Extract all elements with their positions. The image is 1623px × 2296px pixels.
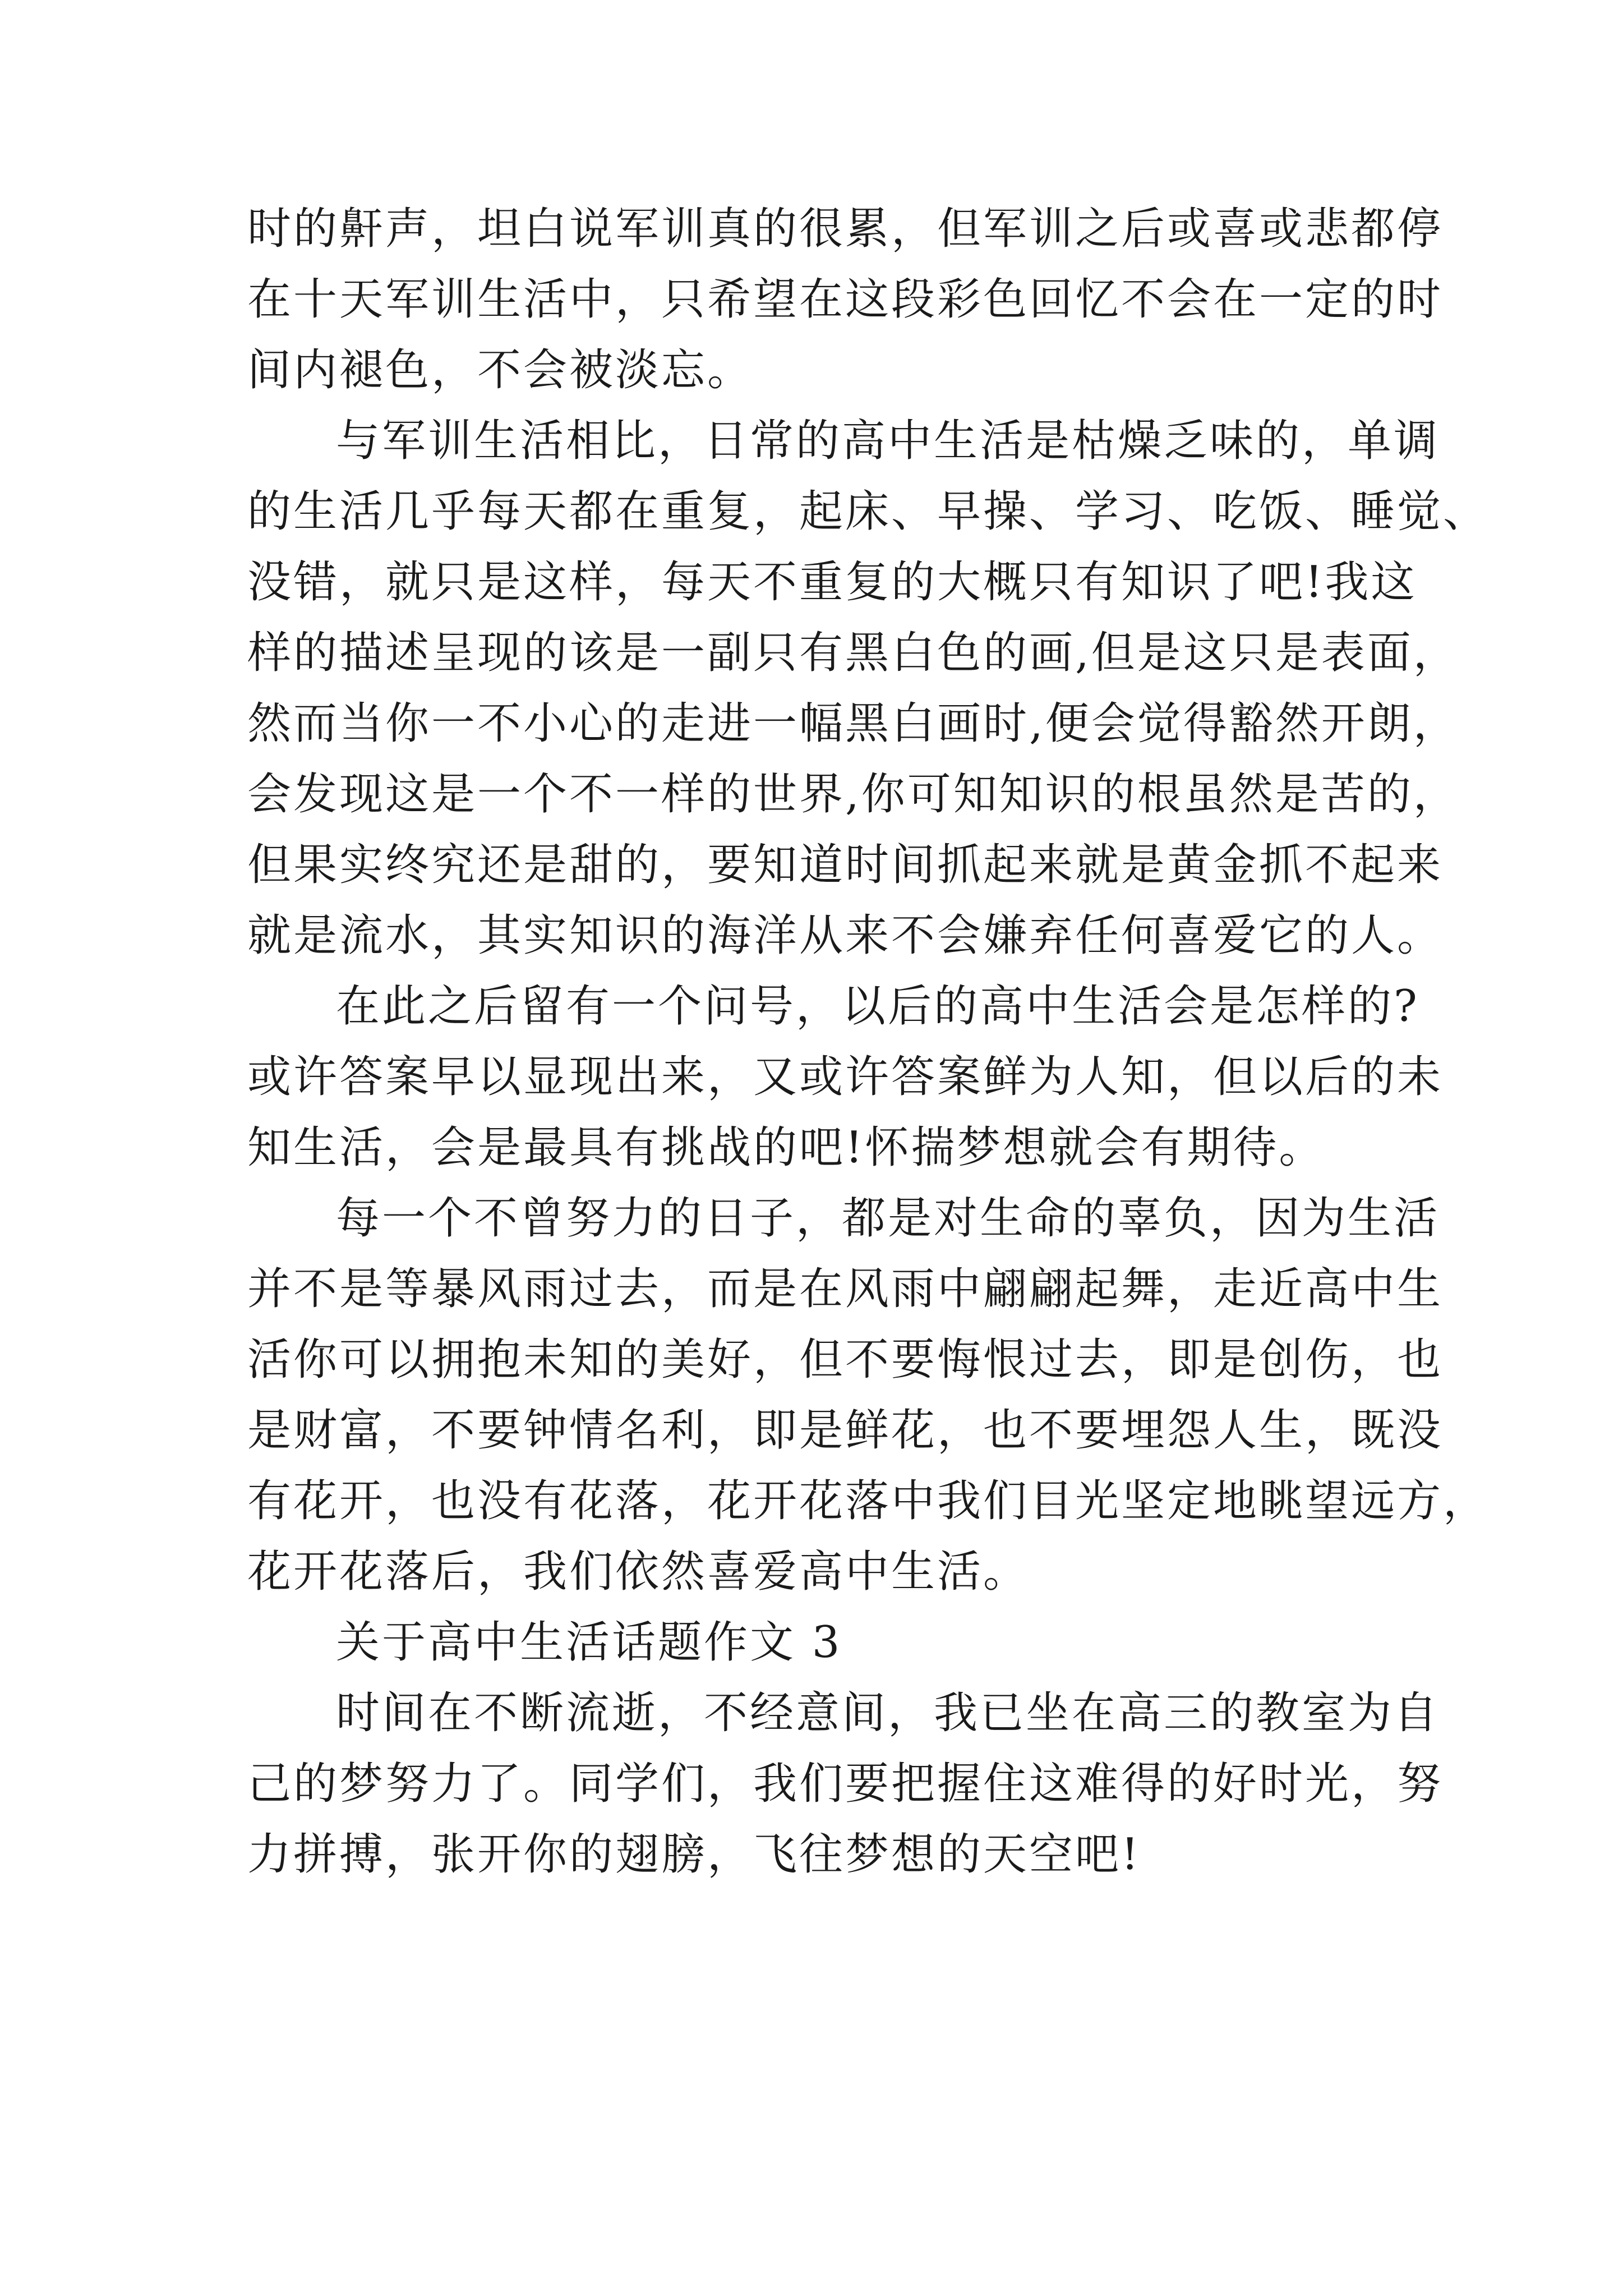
text-line-24: 力拼搏，张开你的翅膀，飞往梦想的天空吧! [247,1829,1141,1880]
text-line-15: 每一个不曾努力的日子，都是对生命的辜负，因为生活 [336,1193,1440,1244]
text-line-7: 样的描述呈现的该是一副只有黑白色的画,但是这只是表面， [247,628,1459,678]
text-line-11: 就是流水，其实知识的海洋从来不会嫌弃任何喜爱它的人。 [247,910,1444,961]
text-line-18: 是财富，不要钟情名利，即是鲜花，也不要埋怨人生，既没 [247,1405,1444,1456]
text-line-8: 然而当你一不小心的走进一幅黑白画时,便会觉得豁然开朗， [247,698,1459,749]
text-line-23: 己的梦努力了。同学们，我们要把握住这难得的好时光，努 [247,1759,1444,1809]
text-line-20: 花开花落后，我们依然喜爱高中生活。 [247,1547,1030,1597]
text-line-1: 时的鼾声，坦白说军训真的很累，但军训之后或喜或悲都停 [247,204,1444,254]
text-line-5: 的生活几乎每天都在重复，起床、早操、学习、吃饭、睡觉、 [247,486,1490,537]
essay-heading: 关于高中生活话题作文 3 [336,1617,842,1668]
text-line-2: 在十天军训生活中，只希望在这段彩色回忆不会在一定的时 [247,274,1444,325]
text-line-12: 在此之后留有一个问号，以后的高中生活会是怎样的? [336,981,1419,1032]
text-line-3: 间内褪色，不会被淡忘。 [247,345,754,395]
text-line-13: 或许答案早以显现出来，又或许答案鲜为人知，但以后的未 [247,1052,1444,1102]
text-line-9: 会发现这是一个不一样的世界,你可知知识的根虽然是苦的， [247,769,1459,820]
text-line-19: 有花开，也没有花落，花开花落中我们目光坚定地眺望远方， [247,1476,1490,1526]
essay-body [247,194,1490,1890]
text-line-10: 但果实终究还是甜的，要知道时间抓起来就是黄金抓不起来 [247,840,1444,890]
text-line-16: 并不是等暴风雨过去，而是在风雨中翩翩起舞，走近高中生 [247,1264,1444,1314]
text-line-4: 与军训生活相比，日常的高中生活是枯燥乏味的，单调 [336,416,1440,466]
text-line-6: 没错，就只是这样，每天不重复的大概只有知识了吧!我这 [247,557,1417,608]
text-line-22: 时间在不断流逝，不经意间，我已坐在高三的教室为自 [336,1688,1440,1738]
text-line-17: 活你可以拥抱未知的美好，但不要悔恨过去，即是创伤，也 [247,1335,1444,1385]
text-line-14: 知生活，会是最具有挑战的吧!怀揣梦想就会有期待。 [247,1122,1325,1173]
